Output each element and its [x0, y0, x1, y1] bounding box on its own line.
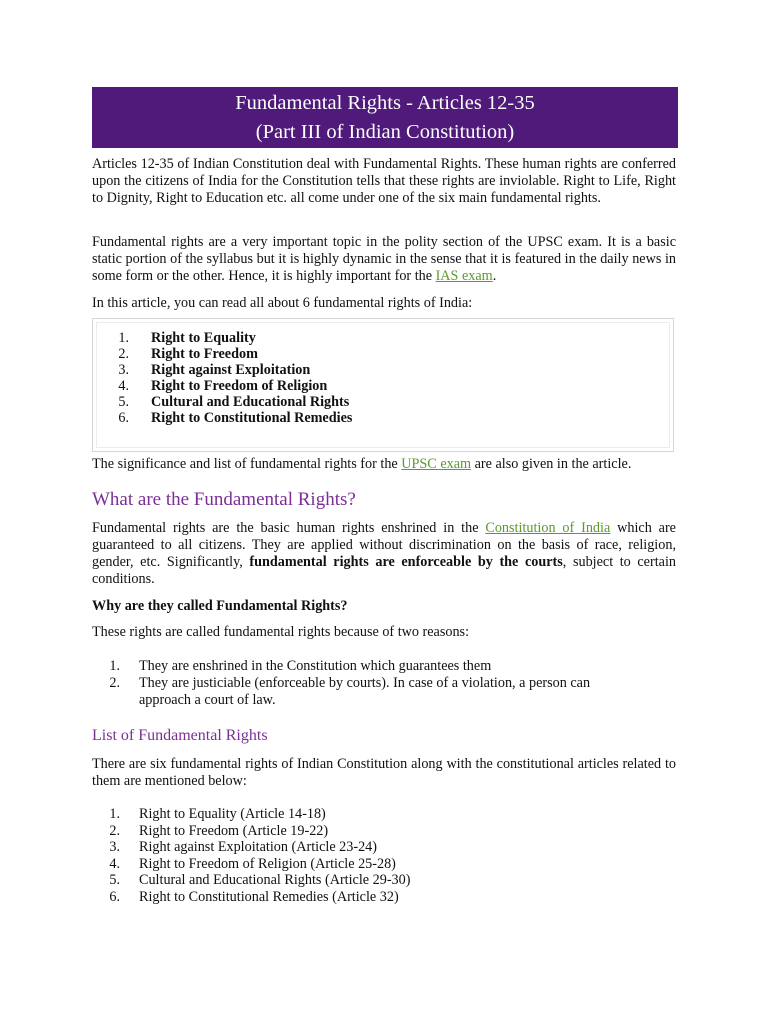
list-text: Right against Exploitation — [151, 362, 311, 378]
title-line-1: Fundamental Rights - Articles 12-35 — [235, 92, 535, 114]
list-number: 3. — [109, 839, 120, 855]
list-number: 4. — [109, 855, 120, 872]
list-text: Cultural and Educational Rights — [151, 394, 350, 410]
intro-p2-text: Fundamental rights are a very important topic in the polity section of the UPSC exam. It is a basic static portion of the syllabus but it is highly dynamic in the sense that it is featured in the daily news in some form or the other. Hence, it is highly important for the — [92, 234, 676, 284]
title-banner — [92, 87, 678, 148]
list-text: Right to Freedom — [151, 346, 258, 362]
articles-list-item — [92, 889, 676, 906]
section-heading-list: List of Fundamental Rights — [92, 727, 268, 744]
list-number: 2. — [109, 675, 120, 691]
title-line-2: (Part III of Indian Constitution) — [255, 121, 515, 143]
section1-p1-text: Fundamental rights are the basic human rights enshrined in the — [92, 520, 486, 536]
list-number: 5. — [118, 394, 129, 410]
list-number: 6. — [109, 888, 120, 905]
list-text: Right to Equality (Article 14-18) — [139, 806, 326, 822]
list-number: 3. — [118, 362, 129, 378]
constitution-of-india-link[interactable]: Constitution of India — [485, 520, 611, 536]
articles-list-item — [92, 872, 676, 889]
ias-exam-link[interactable]: IAS exam — [435, 268, 493, 284]
list-text: Right to Constitutional Remedies — [151, 410, 353, 426]
section1-p1-end: , subject to certain conditions. — [92, 554, 676, 587]
list-number: 5. — [109, 872, 120, 888]
list-text: Right to Equality — [151, 330, 256, 346]
intro-p2-end: . — [492, 268, 497, 284]
section1-paragraph-1 — [92, 520, 676, 588]
list-number: 2. — [118, 346, 129, 362]
section2-paragraph: There are six fundamental rights of Indian Constitution along with the constitutional articles related to them are mentioned below: — [92, 756, 676, 789]
list-number: 6. — [118, 410, 129, 426]
articles-list-item — [92, 856, 676, 873]
list-text: Right to Constitutional Remedies (Article 32) — [139, 888, 399, 905]
reasons-list-item — [92, 658, 676, 675]
significance-end: are also given in the article. — [471, 456, 632, 472]
significance-paragraph — [92, 456, 676, 473]
list-number: 1. — [118, 330, 129, 346]
list-number: 2. — [109, 822, 120, 839]
list-text: Cultural and Educational Rights (Article 29-30) — [139, 872, 411, 888]
list-number: 1. — [109, 806, 120, 822]
list-text: Right to Freedom of Religion (Article 25-28) — [139, 855, 396, 872]
articles-list-item — [92, 823, 676, 840]
section-heading-what-are: What are the Fundamental Rights? — [92, 489, 356, 510]
list-text: They are justiciable (enforceable by courts). In case of a violation, a person can approach a court of law. — [139, 675, 591, 708]
reasons-list-item — [92, 675, 676, 709]
section1-p1-mid: which are guaranteed to all citizens. They are applied without discrimination on the basis of race, religion, gender, etc. Significantly, — [92, 520, 676, 570]
articles-list-item — [92, 806, 676, 823]
why-called-subheading: Why are they called Fundamental Rights? — [92, 598, 348, 614]
reasons-list — [92, 658, 676, 709]
list-text: They are enshrined in the Constitution which guarantees them — [139, 658, 492, 674]
intro-paragraph-3: In this article, you can read all about 6 fundamental rights of India: — [92, 295, 473, 311]
list-text: Right to Freedom (Article 19-22) — [139, 822, 329, 839]
list-number: 1. — [109, 658, 120, 674]
rights-box — [92, 318, 674, 452]
upsc-exam-link[interactable]: UPSC exam — [401, 456, 472, 472]
reasons-intro: These rights are called fundamental rights because of two reasons: — [92, 624, 470, 640]
section1-p1-bold: fundamental rights are enforceable by the courts — [249, 554, 563, 570]
list-text: Right to Freedom of Religion — [151, 378, 328, 394]
significance-text: The significance and list of fundamental rights for the — [92, 456, 402, 472]
articles-list-item — [92, 839, 676, 856]
list-text: Right against Exploitation (Article 23-24) — [139, 839, 377, 855]
articles-list — [92, 806, 676, 905]
intro-paragraph-1: Articles 12-35 of Indian Constitution deal with Fundamental Rights. These human rights are conferred upon the citizens of India for the Constitution tells that these rights are inviolable. Right to Life, Right to Dignity, Right to Education etc. all come under one of the six main fundamental rights. — [92, 156, 676, 206]
intro-paragraph-2 — [92, 234, 676, 285]
list-number: 4. — [118, 378, 129, 394]
